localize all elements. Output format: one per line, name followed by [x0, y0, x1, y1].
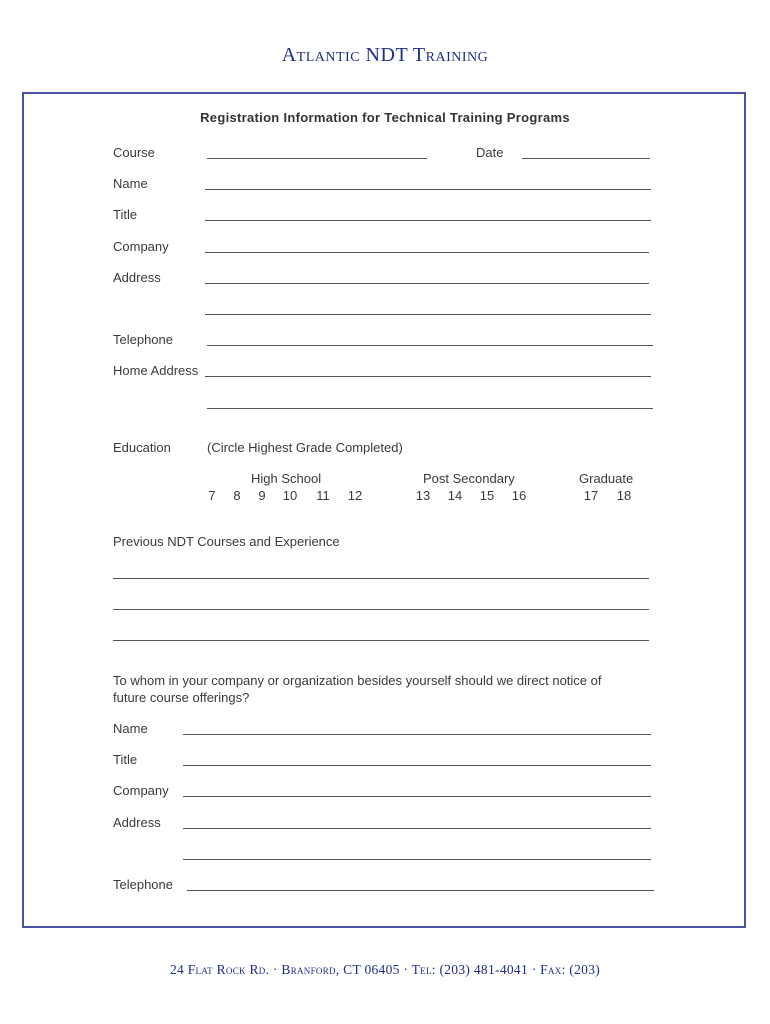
- company-label: Company: [113, 239, 169, 254]
- title-field[interactable]: [205, 220, 651, 221]
- notice-question-line-1: To whom in your company or organization besides yourself should we direct notice of: [113, 673, 602, 688]
- contact-company-label: Company: [113, 783, 169, 798]
- grade-option[interactable]: 7: [208, 488, 216, 503]
- title-label: Title: [113, 207, 138, 222]
- home-address-field-2[interactable]: [207, 408, 653, 409]
- grade-option[interactable]: 16: [511, 488, 527, 503]
- previous-courses-label: Previous NDT Courses and Experience: [113, 534, 340, 549]
- home-address-label: Home Address: [113, 363, 199, 378]
- telephone-field[interactable]: [207, 345, 653, 346]
- footer-contact: 24 Flat Rock Rd. · Branford, CT 06405 · Tel: (203) 481-4041 · Fax: (203): [169, 962, 601, 977]
- contact-title-field[interactable]: [183, 765, 651, 766]
- contact-address-field-1[interactable]: [183, 828, 651, 829]
- date-field[interactable]: [522, 158, 650, 159]
- company-field[interactable]: [205, 252, 649, 253]
- grade-option[interactable]: 8: [233, 488, 241, 503]
- grade-option[interactable]: 17: [583, 488, 599, 503]
- contact-company-field[interactable]: [183, 796, 651, 797]
- grade-group-graduate: Graduate: [579, 471, 634, 486]
- form-title: Registration Information for Technical Training Programs: [200, 110, 570, 125]
- grade-option[interactable]: 11: [316, 488, 330, 503]
- notice-question-line-2: future course offerings?: [113, 690, 250, 705]
- contact-name-field[interactable]: [183, 734, 651, 735]
- previous-courses-field-2[interactable]: [113, 609, 649, 610]
- previous-courses-field-3[interactable]: [113, 640, 649, 641]
- grade-option[interactable]: 15: [479, 488, 495, 503]
- home-address-field-1[interactable]: [205, 376, 651, 377]
- contact-telephone-field[interactable]: [187, 890, 654, 891]
- contact-name-label: Name: [113, 721, 148, 736]
- contact-address-field-2[interactable]: [183, 859, 651, 860]
- education-label: Education: [113, 440, 171, 455]
- grade-group-post-secondary: Post Secondary: [423, 471, 515, 486]
- address-label: Address: [113, 270, 161, 285]
- grade-option[interactable]: 14: [447, 488, 463, 503]
- telephone-label: Telephone: [113, 332, 173, 347]
- grade-option[interactable]: 13: [415, 488, 431, 503]
- grade-group-high-school: High School: [251, 471, 322, 486]
- grade-option[interactable]: 18: [616, 488, 632, 503]
- contact-address-label: Address: [113, 815, 161, 830]
- contact-telephone-label: Telephone: [113, 877, 173, 892]
- previous-courses-field-1[interactable]: [113, 578, 649, 579]
- address-field-1[interactable]: [205, 283, 649, 284]
- date-label: Date: [476, 145, 504, 160]
- contact-title-label: Title: [113, 752, 138, 767]
- course-field[interactable]: [207, 158, 427, 159]
- page-title: Atlantic NDT Training: [281, 44, 489, 66]
- name-field[interactable]: [205, 189, 651, 190]
- grade-option[interactable]: 12: [347, 488, 363, 503]
- name-label: Name: [113, 176, 148, 191]
- address-field-2[interactable]: [205, 314, 651, 315]
- course-label: Course: [113, 145, 155, 160]
- grade-option[interactable]: 9: [258, 488, 266, 503]
- education-instruction: (Circle Highest Grade Completed): [207, 440, 403, 455]
- grade-option[interactable]: 10: [282, 488, 298, 503]
